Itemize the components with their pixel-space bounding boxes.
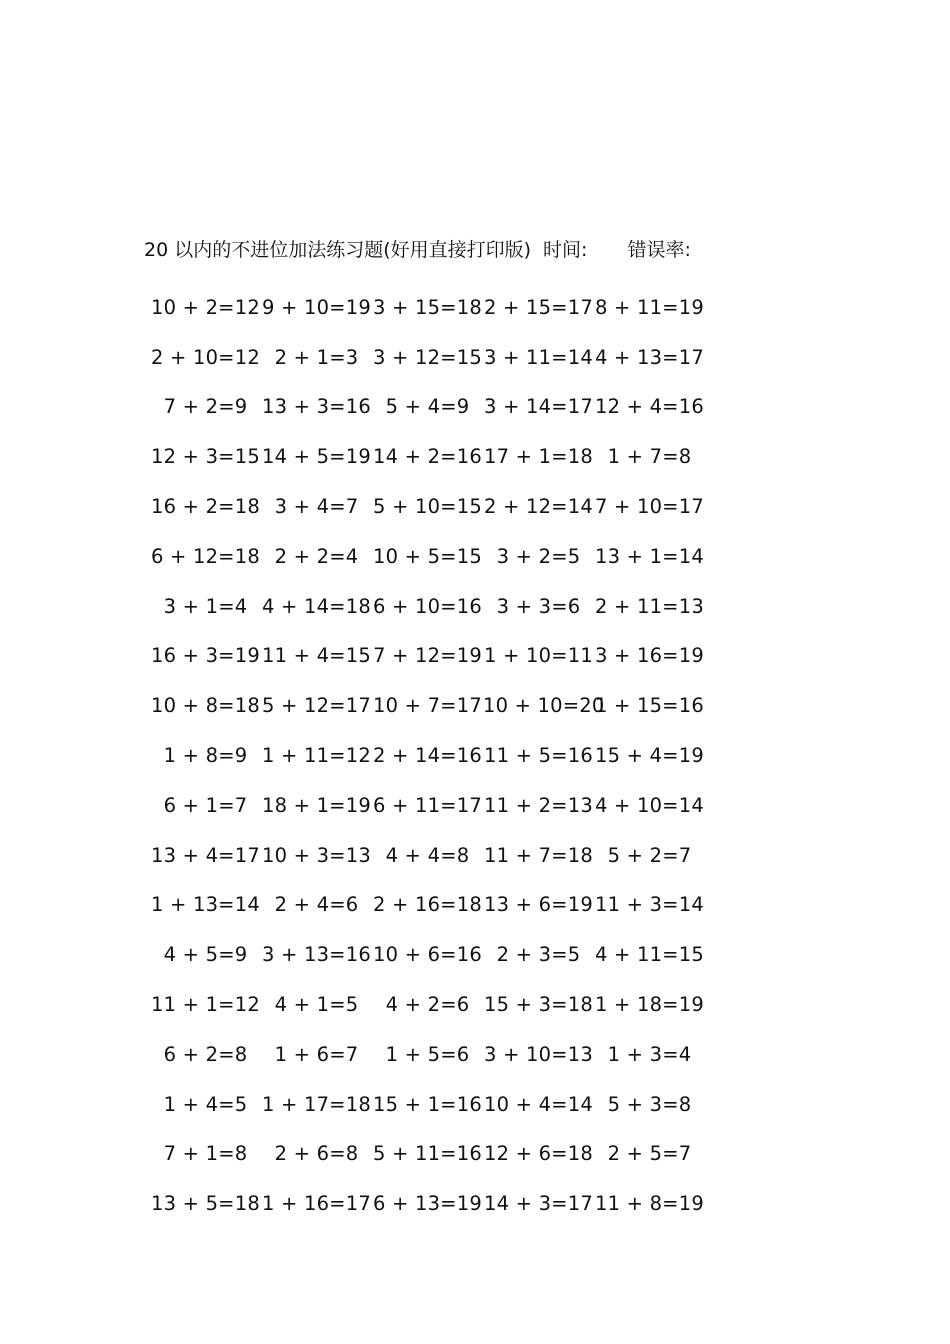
problem-row (150, 980, 705, 1030)
problem-item: 13 + 4=17 (151, 843, 260, 867)
problem-item: 9 + 10=19 (262, 295, 371, 319)
problem-item: 6 + 10=16 (373, 594, 482, 618)
problem-item: 15 + 1=16 (373, 1092, 482, 1116)
problem-item: 2 + 4=6 (274, 893, 359, 917)
problem-item: 10 + 6=16 (373, 943, 482, 967)
problem-item: 5 + 11=16 (373, 1142, 482, 1166)
problem-item: 13 + 1=14 (595, 544, 704, 568)
problem-item: 3 + 2=5 (496, 544, 581, 568)
problem-item: 10 + 4=14 (484, 1092, 593, 1116)
problem-item: 5 + 2=7 (607, 843, 692, 867)
problem-item: 4 + 11=15 (595, 943, 704, 967)
problem-item: 3 + 3=6 (496, 594, 581, 618)
time-label: 时间: (543, 239, 588, 261)
problem-item: 4 + 2=6 (385, 993, 470, 1017)
problem-item: 3 + 10=13 (484, 1042, 593, 1066)
problem-item: 12 + 3=15 (151, 445, 260, 469)
problem-item: 4 + 14=18 (262, 594, 371, 618)
problem-item: 14 + 5=19 (262, 445, 371, 469)
problem-item: 3 + 16=19 (595, 644, 704, 668)
problem-item: 13 + 5=18 (151, 1192, 260, 1216)
problem-item: 10 + 2=12 (151, 295, 260, 319)
problem-grid (150, 283, 705, 1229)
problem-item: 1 + 10=11 (484, 644, 593, 668)
worksheet-title: 20 以内的不进位加法练习题(好用直接打印版) (144, 239, 532, 261)
problem-item: 1 + 5=6 (385, 1042, 470, 1066)
problem-item: 2 + 16=18 (373, 893, 482, 917)
problem-item: 4 + 13=17 (595, 345, 704, 369)
problem-row (150, 383, 705, 433)
problem-item: 7 + 12=19 (373, 644, 482, 668)
problem-item: 4 + 4=8 (385, 843, 470, 867)
problem-item: 3 + 11=14 (484, 345, 593, 369)
error-rate-label: 错误率: (627, 239, 691, 261)
problem-item: 13 + 6=19 (484, 893, 593, 917)
problem-item: 11 + 8=19 (595, 1192, 704, 1216)
problem-item: 12 + 6=18 (484, 1142, 593, 1166)
problem-item: 13 + 3=16 (262, 395, 371, 419)
problem-item: 11 + 1=12 (151, 993, 260, 1017)
problem-item: 15 + 4=19 (595, 744, 704, 768)
problem-item: 14 + 2=16 (373, 445, 482, 469)
problem-item: 7 + 1=8 (163, 1142, 248, 1166)
problem-item: 17 + 1=18 (484, 445, 593, 469)
problem-row (150, 930, 705, 980)
problem-item: 2 + 11=13 (595, 594, 704, 618)
worksheet-header (144, 234, 691, 266)
problem-item: 5 + 12=17 (262, 694, 371, 718)
problem-row (150, 1179, 705, 1229)
problem-item: 10 + 8=18 (151, 694, 260, 718)
problem-item: 7 + 10=17 (595, 495, 704, 519)
problem-item: 1 + 18=19 (595, 993, 704, 1017)
problem-item: 10 + 10=20 (483, 694, 605, 718)
problem-item: 2 + 10=12 (151, 345, 260, 369)
problem-item: 1 + 4=5 (163, 1092, 248, 1116)
problem-item: 1 + 13=14 (151, 893, 260, 917)
problem-row (150, 731, 705, 781)
problem-row (150, 532, 705, 582)
problem-item: 3 + 15=18 (373, 295, 482, 319)
problem-item: 1 + 3=4 (607, 1042, 692, 1066)
problem-row (150, 881, 705, 931)
problem-item: 2 + 12=14 (484, 495, 593, 519)
problem-item: 3 + 4=7 (274, 495, 359, 519)
problem-item: 4 + 10=14 (595, 793, 704, 817)
problem-item: 11 + 2=13 (484, 793, 593, 817)
problem-row (150, 632, 705, 682)
problem-item: 12 + 4=16 (595, 395, 704, 419)
problem-item: 1 + 6=7 (274, 1042, 359, 1066)
problem-item: 11 + 7=18 (484, 843, 593, 867)
problem-item: 1 + 11=12 (262, 744, 371, 768)
problem-item: 3 + 12=15 (373, 345, 482, 369)
problem-item: 4 + 1=5 (274, 993, 359, 1017)
problem-item: 3 + 13=16 (262, 943, 371, 967)
problem-item: 2 + 15=17 (484, 295, 593, 319)
problem-row (150, 681, 705, 731)
problem-item: 15 + 3=18 (484, 993, 593, 1017)
problem-item: 3 + 1=4 (163, 594, 248, 618)
problem-item: 2 + 5=7 (607, 1142, 692, 1166)
problem-row (150, 781, 705, 831)
problem-item: 11 + 5=16 (484, 744, 593, 768)
problem-item: 5 + 10=15 (373, 495, 482, 519)
problem-item: 5 + 3=8 (607, 1092, 692, 1116)
problem-item: 2 + 14=16 (373, 744, 482, 768)
problem-item: 5 + 4=9 (385, 395, 470, 419)
problem-item: 1 + 17=18 (262, 1092, 371, 1116)
problem-item: 1 + 7=8 (607, 445, 692, 469)
problem-item: 6 + 13=19 (373, 1192, 482, 1216)
problem-item: 6 + 12=18 (151, 544, 260, 568)
problem-item: 2 + 3=5 (496, 943, 581, 967)
problem-item: 2 + 2=4 (274, 544, 359, 568)
problem-row (150, 1030, 705, 1080)
problem-item: 7 + 2=9 (163, 395, 248, 419)
problem-item: 3 + 14=17 (484, 395, 593, 419)
problem-row (150, 432, 705, 482)
problem-item: 8 + 11=19 (595, 295, 704, 319)
problem-item: 1 + 15=16 (595, 694, 704, 718)
problem-item: 6 + 2=8 (163, 1042, 248, 1066)
problem-item: 4 + 5=9 (163, 943, 248, 967)
problem-item: 6 + 1=7 (163, 793, 248, 817)
problem-row (150, 1080, 705, 1130)
problem-row (150, 283, 705, 333)
problem-item: 6 + 11=17 (373, 793, 482, 817)
problem-row (150, 582, 705, 632)
problem-item: 10 + 7=17 (373, 694, 482, 718)
problem-item: 16 + 2=18 (151, 495, 260, 519)
problem-row (150, 831, 705, 881)
problem-item: 11 + 4=15 (262, 644, 371, 668)
problem-row (150, 1130, 705, 1180)
problem-row (150, 333, 705, 383)
problem-item: 2 + 1=3 (274, 345, 359, 369)
problem-item: 11 + 3=14 (595, 893, 704, 917)
problem-item: 16 + 3=19 (151, 644, 260, 668)
problem-item: 10 + 3=13 (262, 843, 371, 867)
problem-item: 1 + 16=17 (262, 1192, 371, 1216)
problem-item: 18 + 1=19 (262, 793, 371, 817)
problem-row (150, 482, 705, 532)
problem-item: 2 + 6=8 (274, 1142, 359, 1166)
problem-item: 10 + 5=15 (373, 544, 482, 568)
problem-item: 1 + 8=9 (163, 744, 248, 768)
problem-item: 14 + 3=17 (484, 1192, 593, 1216)
